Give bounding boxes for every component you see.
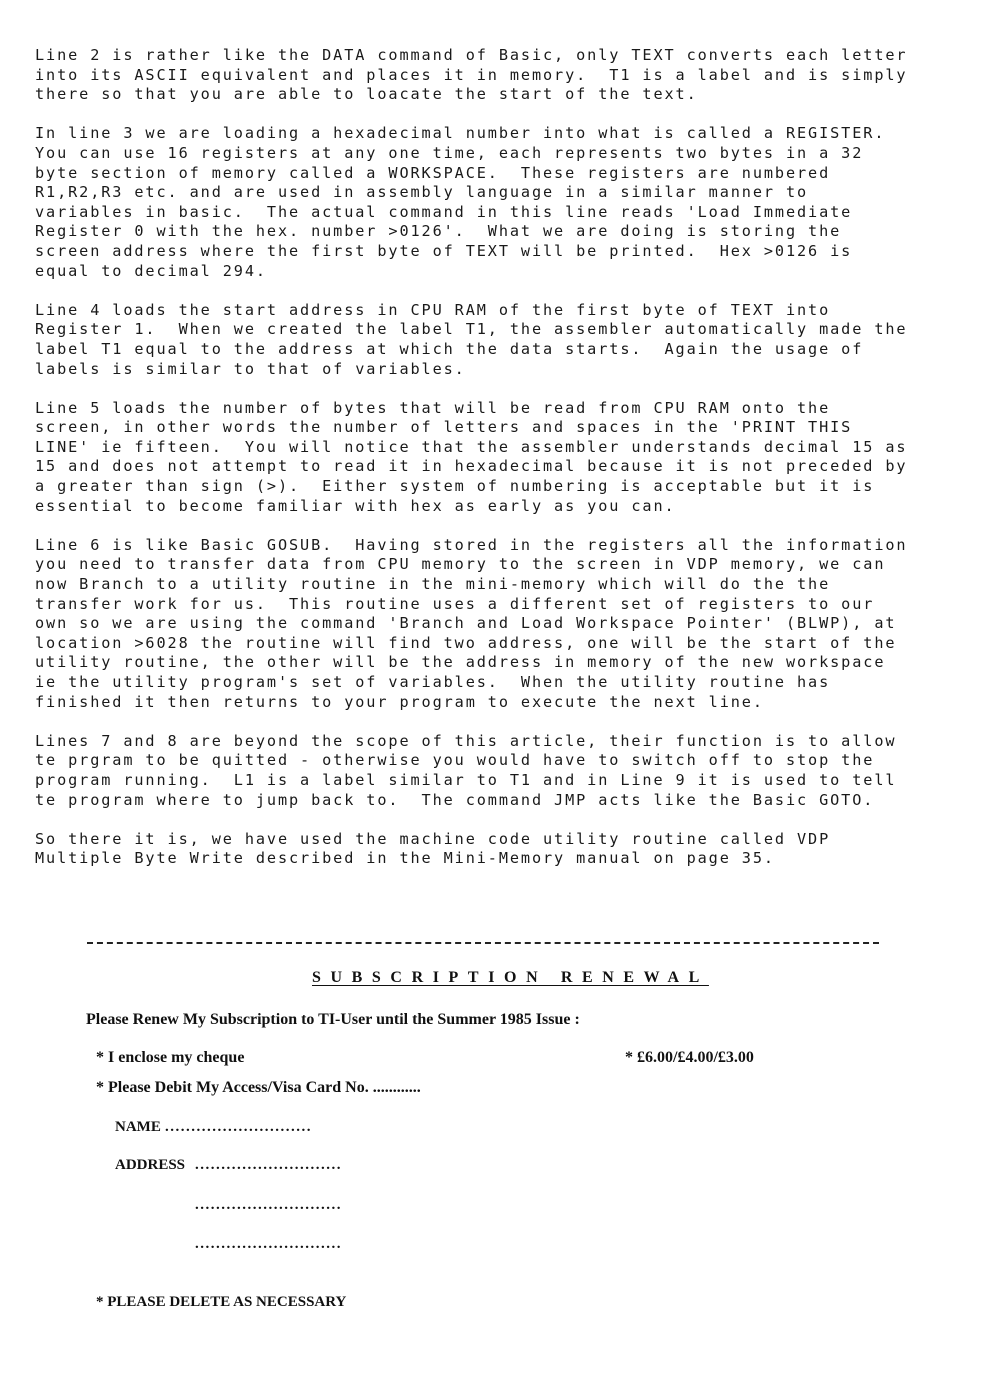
text-line: Line 6 is like Basic GOSUB. Having stored in the registers all the information [35,535,908,554]
address-field-line-3[interactable]: ............................ [195,1236,342,1252]
price-options[interactable]: * £6.00/£4.00/£3.00 [625,1049,754,1066]
text-line: finished it then returns to your program to execute the next line. [35,692,764,711]
address-label: ADDRESS [115,1157,186,1173]
text-line: labels is similar to that of variables. [35,359,466,378]
text-line: own so we are using the command 'Branch and Load Workspace Pointer' (BLWP), at [35,614,897,633]
text-line: te prgram to be quitted - otherwise you would have to switch off to stop the [35,751,875,770]
renewal-statement: Please Renew My Subscription to TI-User until the Summer 1985 Issue : [86,1011,580,1028]
text-line: 15 and does not attempt to read it in hexadecimal because it is not preceded by [35,457,908,476]
text-line: In line 3 we are loading a hexadecimal number into what is called a REGISTER. [35,124,886,143]
text-line: te program where to jump back to. The command JMP acts like the Basic GOTO. [35,790,875,809]
name-field[interactable]: ............................ [165,1119,312,1135]
address-field-line-1[interactable]: ............................ [195,1157,342,1173]
text-line: LINE' ie fifteen. You will notice that the assembler understands decimal 15 as [35,437,908,456]
text-line: So there it is, we have used the machine code utility routine called VDP [35,829,831,848]
text-line: Multiple Byte Write described in the Mini-Memory manual on page 35. [35,849,775,868]
text-line: there so that you are able to loacate the start of the text. [35,85,698,104]
text-line: Register 0 with the hex. number >0126'. What we are doing is storing the [35,222,842,241]
text-line: screen address where the first byte of TEXT will be printed. Hex >0126 is [35,241,853,260]
delete-note: * PLEASE DELETE AS NECESSARY [96,1294,347,1310]
cheque-option[interactable]: * I enclose my cheque [96,1049,245,1066]
text-line: Register 1. When we created the label T1, the assembler automatically made the [35,320,908,339]
text-line: ie the utility program's set of variables. When the utility routine has [35,673,831,691]
text-line: screen, in other words the number of letters and spaces in the 'PRINT THIS [35,418,853,437]
text-line: R1,R2,R3 etc. and are used in assembly language in a similar manner to [35,183,809,202]
text-line: location >6028 the routine will find two address, one will be the start of the [35,633,897,652]
form-title: SUBSCRIPTION RENEWAL [312,969,709,986]
text-line: Lines 7 and 8 are beyond the scope of this article, their function is to allow [35,731,897,750]
name-label: NAME [115,1119,161,1135]
text-line: now Branch to a utility routine in the mini-memory which will do the the [35,575,831,594]
text-line: byte section of memory called a WORKSPACE. These registers are numbered [35,163,831,182]
text-line: Line 2 is rather like the DATA command of Basic, only TEXT converts each letter [35,46,908,64]
address-field-line-2[interactable]: ............................ [195,1197,342,1213]
text-line: variables in basic. The actual command in this line reads 'Load Immediate [35,202,853,221]
text-line: essential to become familiar with hex as early as you can. [35,496,676,515]
text-line: a greater than sign (>). Either system of numbering is acceptable but it is [35,477,875,496]
text-line: Line 4 loads the start address in CPU RAM of the first byte of TEXT into [35,300,831,319]
text-line: Line 5 loads the number of bytes that will be read from CPU RAM onto the [35,398,831,417]
text-line: equal to decimal 294. [35,261,267,280]
text-line: utility routine, the other will be the address in memory of the new workspace [35,653,886,672]
text-line: you need to transfer data from CPU memory to the screen in VDP memory, we can [35,555,886,574]
text-line: transfer work for us. This routine uses a different set of registers to our [35,594,875,613]
text-line: into its ASCII equivalent and places it in memory. T1 is a label and is simply [35,65,908,84]
card-option[interactable]: * Please Debit My Access/Visa Card No. ............ [96,1079,421,1096]
text-line: program running. L1 is a label similar to T1 and in Line 9 it is used to tell [35,770,897,789]
text-line: label T1 equal to the address at which the data starts. Again the usage of [35,339,864,358]
text-line: You can use 16 registers at any one time, each represents two bytes in a 32 [35,143,864,162]
